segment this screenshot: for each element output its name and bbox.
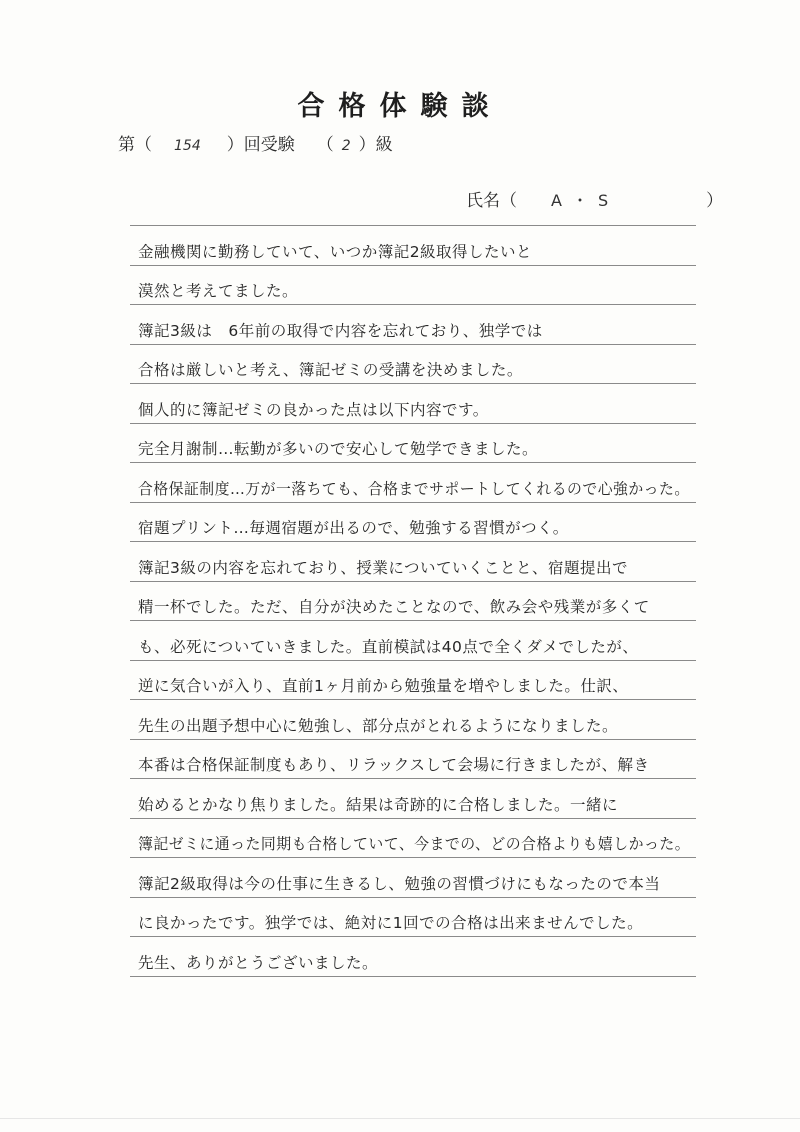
line-text: 完全月謝制…転勤が多いので安心して勉学できました。 xyxy=(138,440,539,458)
text-line xyxy=(130,384,696,424)
name-close: ） xyxy=(706,191,724,211)
line-text: に良かったです。独学では、絶対に1回での合格は出来ませんでした。 xyxy=(138,914,644,932)
text-line xyxy=(130,225,696,266)
grade-close: ）級 xyxy=(358,135,393,155)
text-line xyxy=(130,621,696,661)
line-text: 簿記2級取得は今の仕事に生きるし、勉強の習慣づけにもなったので本当 xyxy=(138,874,661,893)
text-line xyxy=(130,503,696,543)
text-line xyxy=(130,542,696,582)
line-text: 金融機関に勤務していて、いつか簿記2級取得したいと xyxy=(138,242,533,261)
text-line xyxy=(130,700,696,740)
line-text: も、必死についていきました。直前模試は40点で全くダメでしたが、 xyxy=(138,637,639,656)
line-text: 簿記ゼミに通った同期も合格していて、今までの、どの合格よりも嬉しかった。 xyxy=(138,835,691,853)
line-text: 宿題プリント…毎週宿題が出るので、勉強する習慣がつく。 xyxy=(138,519,569,537)
line-text: 逆に気合いが入り、直前1ヶ月前から勉強量を増やしました。仕訳、 xyxy=(138,677,629,695)
testimonial-body xyxy=(130,225,696,977)
text-line xyxy=(130,858,696,898)
text-line xyxy=(130,424,696,464)
name-value: A・S xyxy=(551,191,619,210)
line-text: 漠然と考えてました。 xyxy=(138,282,299,300)
line-text: 簿記3級の内容を忘れており、授業についていくことと、宿題提出で xyxy=(138,558,629,577)
grade-number: 2 xyxy=(341,138,351,154)
line-text: 先生、ありがとうございました。 xyxy=(138,953,379,972)
line-text: 本番は合格保証制度もあり、リラックスして会場に行きましたが、解き xyxy=(138,756,650,774)
line-text: 始めるとかなり焦りました。結果は奇跡的に合格しました。一緒に xyxy=(138,795,619,814)
session-suffix: ）回受験 xyxy=(226,135,295,155)
line-text: 合格は厳しいと考え、簿記ゼミの受講を決めました。 xyxy=(138,361,523,379)
text-line xyxy=(130,937,696,977)
text-line xyxy=(130,740,696,780)
text-line xyxy=(130,661,696,701)
text-line xyxy=(130,305,696,345)
text-line xyxy=(130,779,696,819)
grade-open: （ xyxy=(316,135,334,155)
text-line xyxy=(130,266,696,306)
text-line xyxy=(130,819,696,859)
session-number: 154 xyxy=(174,138,201,154)
text-line xyxy=(130,898,696,938)
text-line xyxy=(130,345,696,385)
line-text: 先生の出題予想中心に勉強し、部分点がとれるようになりました。 xyxy=(138,716,619,735)
text-line xyxy=(130,463,696,503)
text-line xyxy=(130,582,696,622)
document-title: 合格体験談 xyxy=(297,91,503,122)
line-text: 精一杯でした。ただ、自分が決めたことなので、飲み会や残業が多くて xyxy=(138,598,650,616)
exam-prefix: 第（ xyxy=(118,135,152,155)
line-text: 個人的に簿記ゼミの良かった点は以下内容です。 xyxy=(138,400,489,419)
exam-session-line xyxy=(118,130,393,155)
name-label: 氏名（ xyxy=(466,191,517,211)
name-line xyxy=(466,186,723,211)
page-edge-divider xyxy=(0,1118,800,1119)
line-text: 合格保証制度…万が一落ちても、合格までサポートしてくれるので心強かった。 xyxy=(138,479,690,498)
line-text: 簿記3級は 6年前の取得で内容を忘れており、独学では xyxy=(138,321,543,340)
